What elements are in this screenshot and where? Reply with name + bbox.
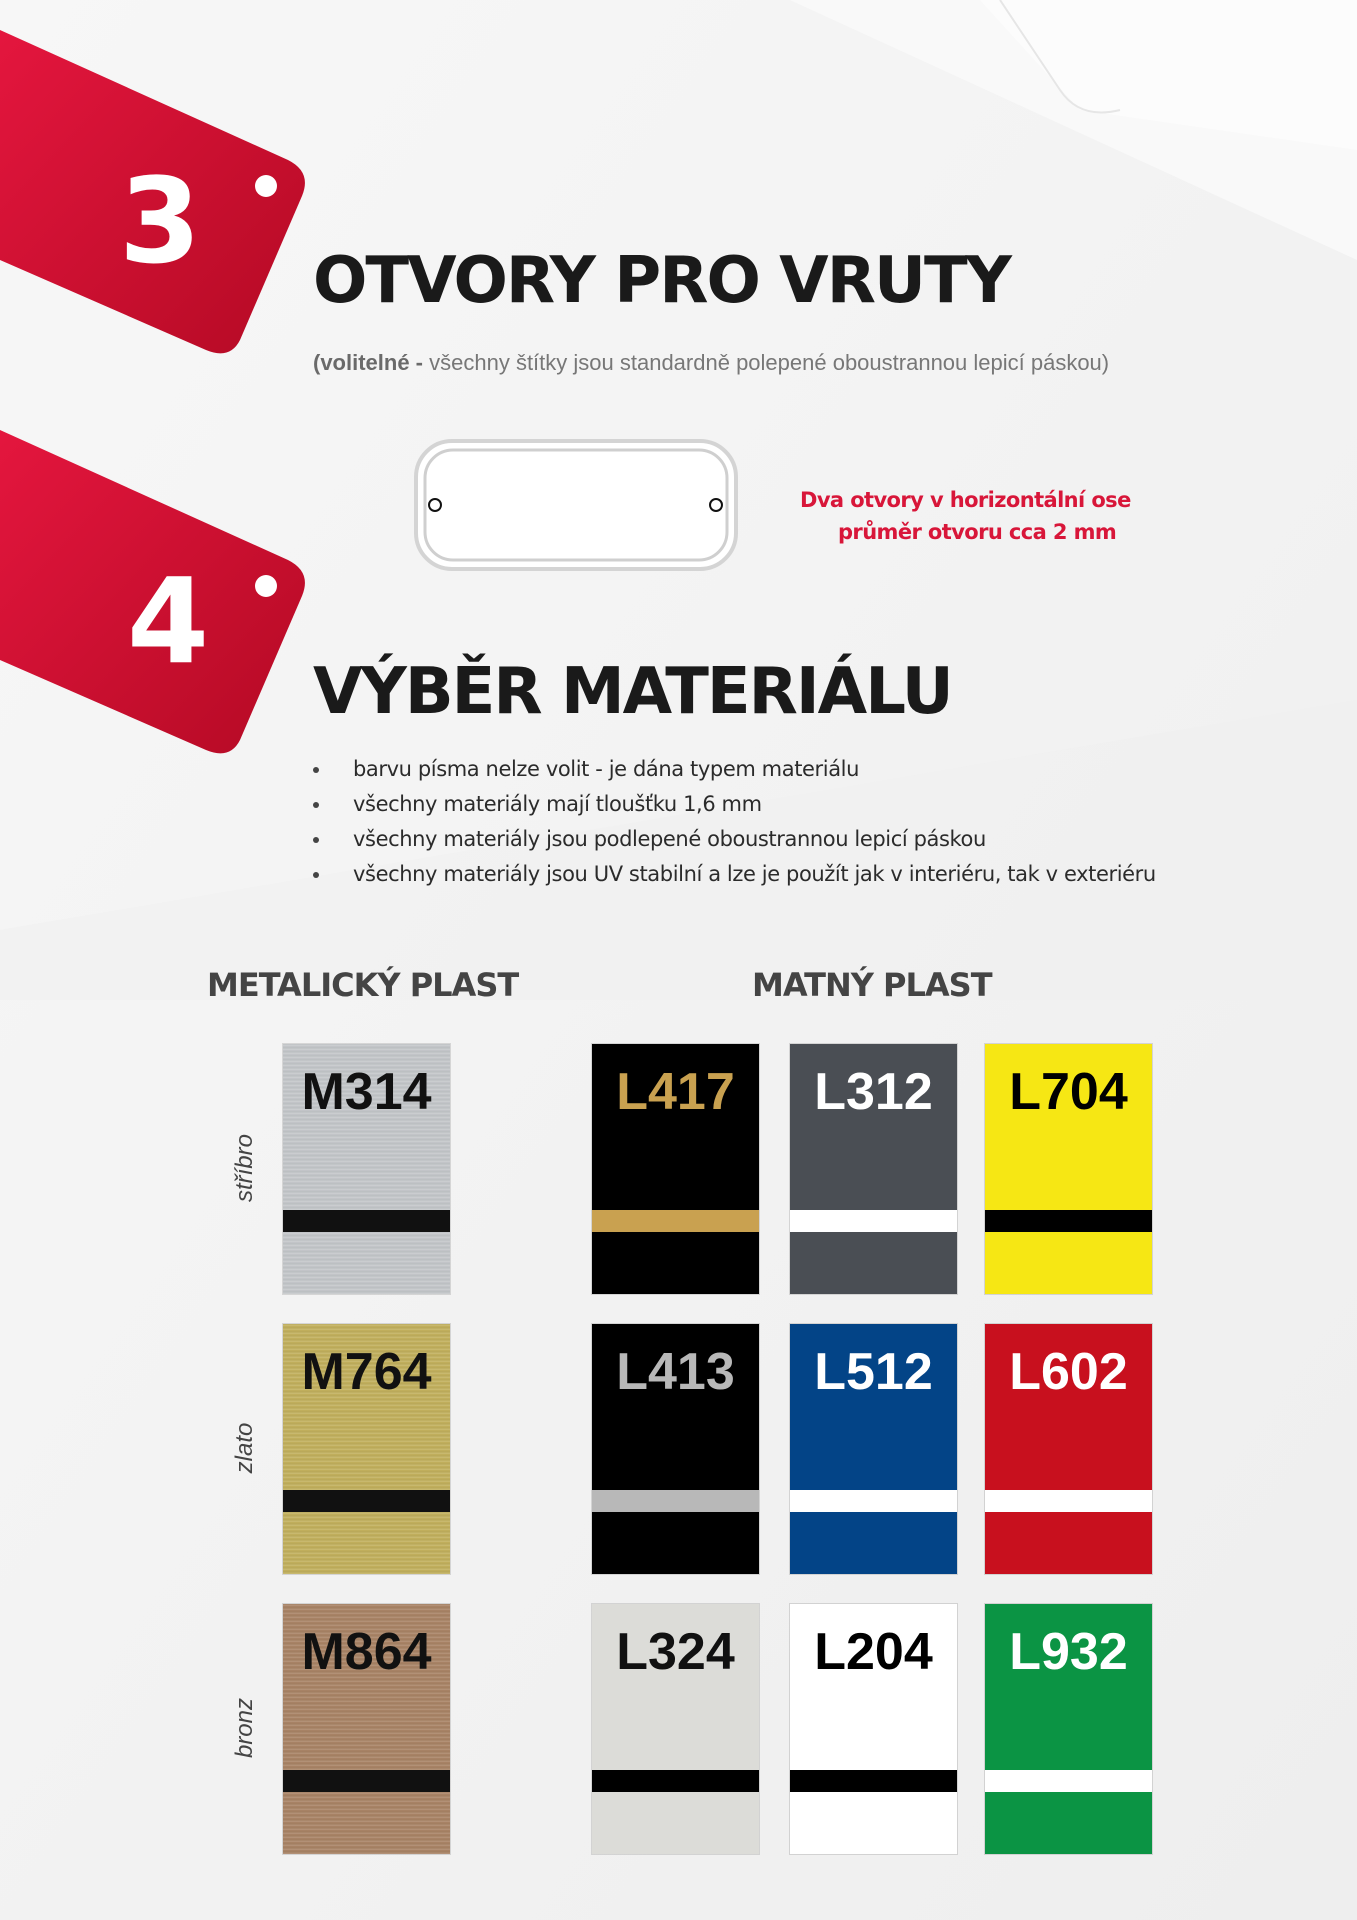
list-item: všechny materiály jsou podlepené oboustrannou lepicí páskou xyxy=(313,822,1156,857)
row-label-bronze: bronz xyxy=(231,1697,258,1759)
bullet-icon xyxy=(313,802,319,808)
plate-with-holes-illustration xyxy=(413,438,739,572)
swatch-l512 xyxy=(790,1324,957,1574)
bullet-icon xyxy=(313,767,319,773)
section-3-number: 3 xyxy=(118,152,202,290)
swatch-l204 xyxy=(790,1604,957,1854)
swatch-m764 xyxy=(283,1324,450,1574)
list-item: všechny materiály jsou UV stabilní a lze je použít jak v interiéru, tak v exteriéru xyxy=(313,857,1156,892)
material-notes-list xyxy=(313,752,1156,892)
subtitle-text: všechny štítky jsou standardně polepené oboustrannou lepicí páskou) xyxy=(423,350,1110,375)
swatch-l704 xyxy=(985,1044,1152,1294)
hole-note-line-1: Dva otvory v horizontální ose xyxy=(800,488,1131,512)
swatch-l413 xyxy=(592,1324,759,1574)
section-3-title: OTVORY PRO VRUTY xyxy=(313,244,1010,318)
swatch-code: L413 xyxy=(616,1343,735,1401)
swatch-code: M314 xyxy=(301,1063,432,1121)
swatch-code: L417 xyxy=(616,1063,735,1121)
swatch-code: L704 xyxy=(1009,1063,1128,1121)
ribbon-hole-icon xyxy=(255,575,277,597)
row-label-gold: zlato xyxy=(231,1422,258,1474)
swatch-code: L324 xyxy=(616,1623,735,1681)
screw-hole-right-icon xyxy=(710,499,722,511)
metallic-plastic-heading: METALICKÝ PLAST xyxy=(207,966,519,1004)
swatch-m314 xyxy=(283,1044,450,1294)
swatch-m864 xyxy=(283,1604,450,1854)
matte-plastic-heading: MATNÝ PLAST xyxy=(752,966,992,1004)
swatch-l312 xyxy=(790,1044,957,1294)
screw-hole-left-icon xyxy=(429,499,441,511)
swatch-code: L932 xyxy=(1009,1623,1128,1681)
list-item: všechny materiály mají tloušťku 1,6 mm xyxy=(313,787,1156,822)
list-item: barvu písma nelze volit - je dána typem materiálu xyxy=(313,752,1156,787)
section-3-ribbon xyxy=(0,20,320,360)
swatch-l417 xyxy=(592,1044,759,1294)
swatch-code: L204 xyxy=(814,1623,933,1681)
section-4-ribbon xyxy=(0,420,320,760)
section-3-subtitle xyxy=(313,350,1109,376)
swatch-code: M864 xyxy=(301,1623,432,1681)
subtitle-optional-label: (volitelné - xyxy=(313,350,424,375)
section-4-title: VÝBĚR MATERIÁLU xyxy=(313,655,952,729)
swatch-l602 xyxy=(985,1324,1152,1574)
swatch-code: L512 xyxy=(814,1343,933,1401)
swatch-code: M764 xyxy=(301,1343,432,1401)
bullet-icon xyxy=(313,872,319,878)
row-label-silver: stříbro xyxy=(231,1134,258,1203)
swatch-l324 xyxy=(592,1604,759,1854)
swatch-code: L602 xyxy=(1009,1343,1128,1401)
bullet-icon xyxy=(313,837,319,843)
ribbon-hole-icon xyxy=(255,175,277,197)
swatch-code: L312 xyxy=(814,1063,933,1121)
swatch-l932 xyxy=(985,1604,1152,1854)
hole-note-line-2: průměr otvoru cca 2 mm xyxy=(838,520,1117,544)
section-4-number: 4 xyxy=(126,552,210,690)
